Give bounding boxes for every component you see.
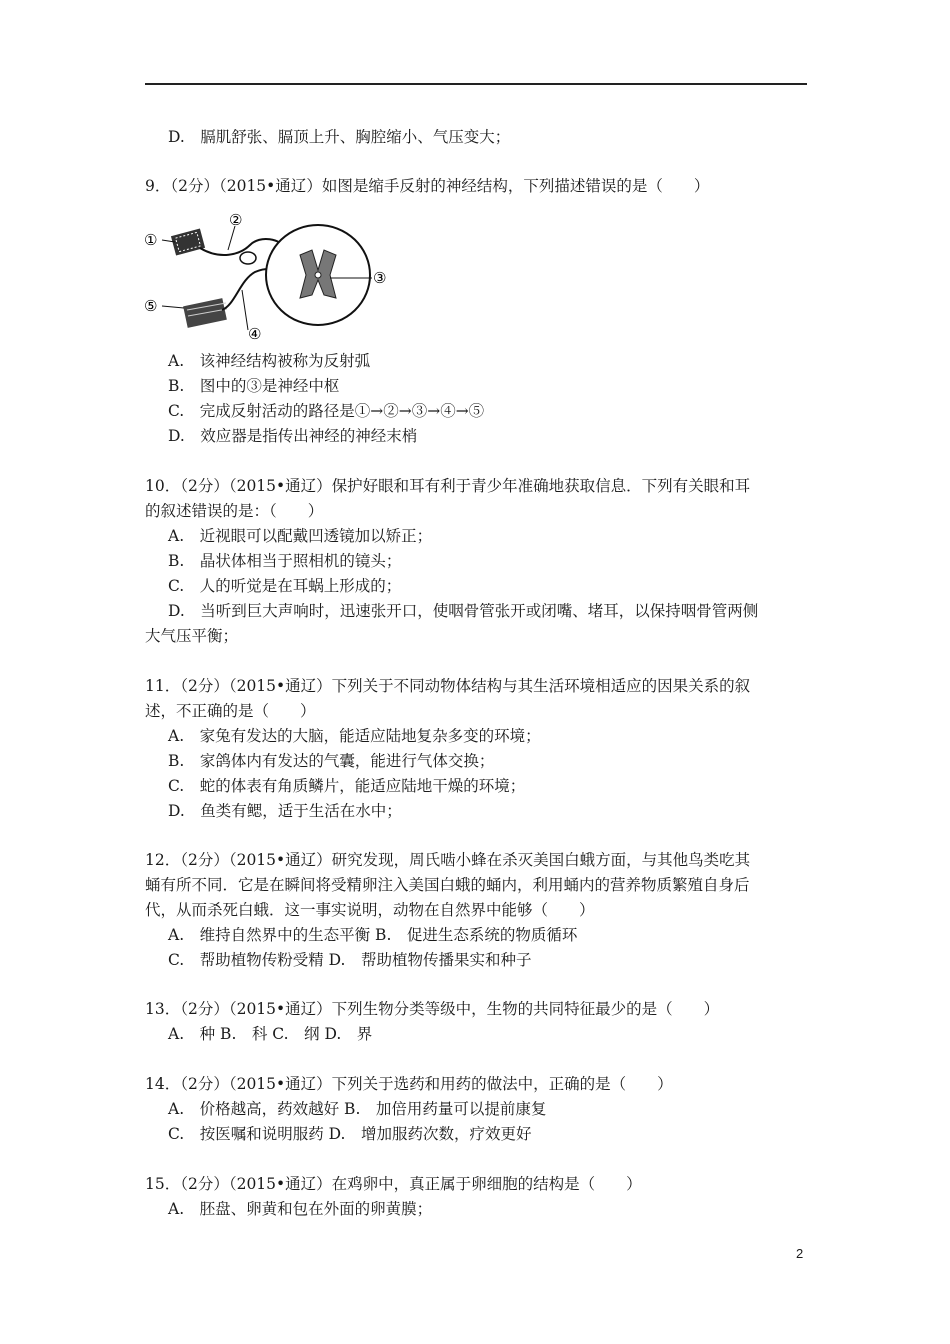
q12-options-ab: A. 维持自然界中的生态平衡 B. 促进生态系统的物质循环 xyxy=(168,926,578,944)
q11-option-d: D. 鱼类有鳃，适于生活在水中； xyxy=(168,802,402,820)
q11-option-b: B. 家鸽体内有发达的气囊，能进行气体交换； xyxy=(168,752,495,770)
q9-option-c: C. 完成反射活动的路径是①→②→③→④→⑤ xyxy=(168,402,485,420)
q14-options-cd: C. 按医嘱和说明服药 D. 增加服药次数，疗效更好 xyxy=(168,1125,532,1143)
figure-label-3: ③ xyxy=(373,269,387,287)
q12-stem-line2: 蛹有所不同．它是在瞬间将受精卵注入美国白蛾的蛹内，利用蛹内的营养物质繁殖自身后 xyxy=(145,876,750,894)
q9-option-b: B. 图中的③是神经中枢 xyxy=(168,377,340,395)
q10-option-a: A. 近视眼可以配戴凹透镜加以矫正； xyxy=(168,527,433,545)
page-number: 2 xyxy=(796,1246,804,1261)
q12-stem-line1: 12．（2分）（2015•通辽）研究发现，周氏啮小蜂在杀灭美国白蛾方面，与其他鸟类吃其 xyxy=(145,851,751,869)
q14-options-ab: A. 价格越高，药效越好 B. 加倍用药量可以提前康复 xyxy=(168,1100,547,1118)
q9-option-a: A. 该神经结构被称为反射弧 xyxy=(168,352,371,370)
q12-options-cd: C. 帮助植物传粉受精 D. 帮助植物传播果实和种子 xyxy=(168,951,532,969)
reflex-arc-figure xyxy=(140,210,400,340)
q10-stem-line2: 的叙述错误的是：（ ） xyxy=(145,502,324,520)
q10-stem-line1: 10．（2分）（2015•通辽）保护好眼和耳有利于青少年准确地获取信息．下列有关眼和耳 xyxy=(145,477,751,495)
q11-stem-line1: 11．（2分）（2015•通辽）下列关于不同动物体结构与其生活环境相适应的因果关系的叙 xyxy=(145,677,751,695)
spinal-cord xyxy=(266,225,370,325)
q15-stem: 15．（2分）（2015•通辽）在鸡卵中，真正属于卵细胞的结构是（ ） xyxy=(145,1175,642,1193)
q9-stem: 9．（2分）（2015•通辽）如图是缩手反射的神经结构，下列描述错误的是（ ） xyxy=(145,177,710,195)
q13-stem: 13．（2分）（2015•通辽）下列生物分类等级中，生物的共同特征最少的是（ ） xyxy=(145,1000,720,1018)
q10-option-d-line2: 大气压平衡； xyxy=(145,627,239,645)
q10-option-c: C. 人的听觉是在耳蜗上形成的； xyxy=(168,577,402,595)
figure-label-5: ⑤ xyxy=(144,297,158,315)
figure-label-2: ② xyxy=(229,211,243,229)
q10-option-b: B. 晶状体相当于照相机的镜头； xyxy=(168,552,402,570)
figure-label-1: ① xyxy=(144,231,158,249)
q11-option-c: C. 蛇的体表有角质鳞片，能适应陆地干燥的环境； xyxy=(168,777,526,795)
receptor-skin-patch xyxy=(171,228,205,255)
header-rule xyxy=(145,83,807,85)
q11-option-a: A. 家兔有发达的大脑，能适应陆地复杂多变的环境； xyxy=(168,727,541,745)
q13-options: A. 种 B. 科 C. 纲 D. 界 xyxy=(168,1025,373,1043)
q8-option-d: D. 膈肌舒张、膈顶上升、胸腔缩小、气压变大； xyxy=(168,128,511,146)
q11-stem-line2: 述，不正确的是（ ） xyxy=(145,702,316,720)
ganglion xyxy=(240,252,256,264)
q14-stem: 14．（2分）（2015•通辽）下列关于选药和用药的做法中，正确的是（ ） xyxy=(145,1075,673,1093)
effector-muscle xyxy=(183,298,227,328)
q10-option-d-line1: D. 当听到巨大声响时，迅速张开口，使咽骨管张开或闭嘴、堵耳，以保持咽骨管两侧 xyxy=(168,602,759,620)
q12-stem-line3: 代，从而杀死白蛾．这一事实说明，动物在自然界中能够（ ） xyxy=(145,901,595,919)
figure-label-4: ④ xyxy=(248,325,262,340)
q9-option-d: D. 效应器是指传出神经的神经末梢 xyxy=(168,427,418,445)
q15-option-a: A. 胚盘、卵黄和包在外面的卵黄膜； xyxy=(168,1200,433,1218)
